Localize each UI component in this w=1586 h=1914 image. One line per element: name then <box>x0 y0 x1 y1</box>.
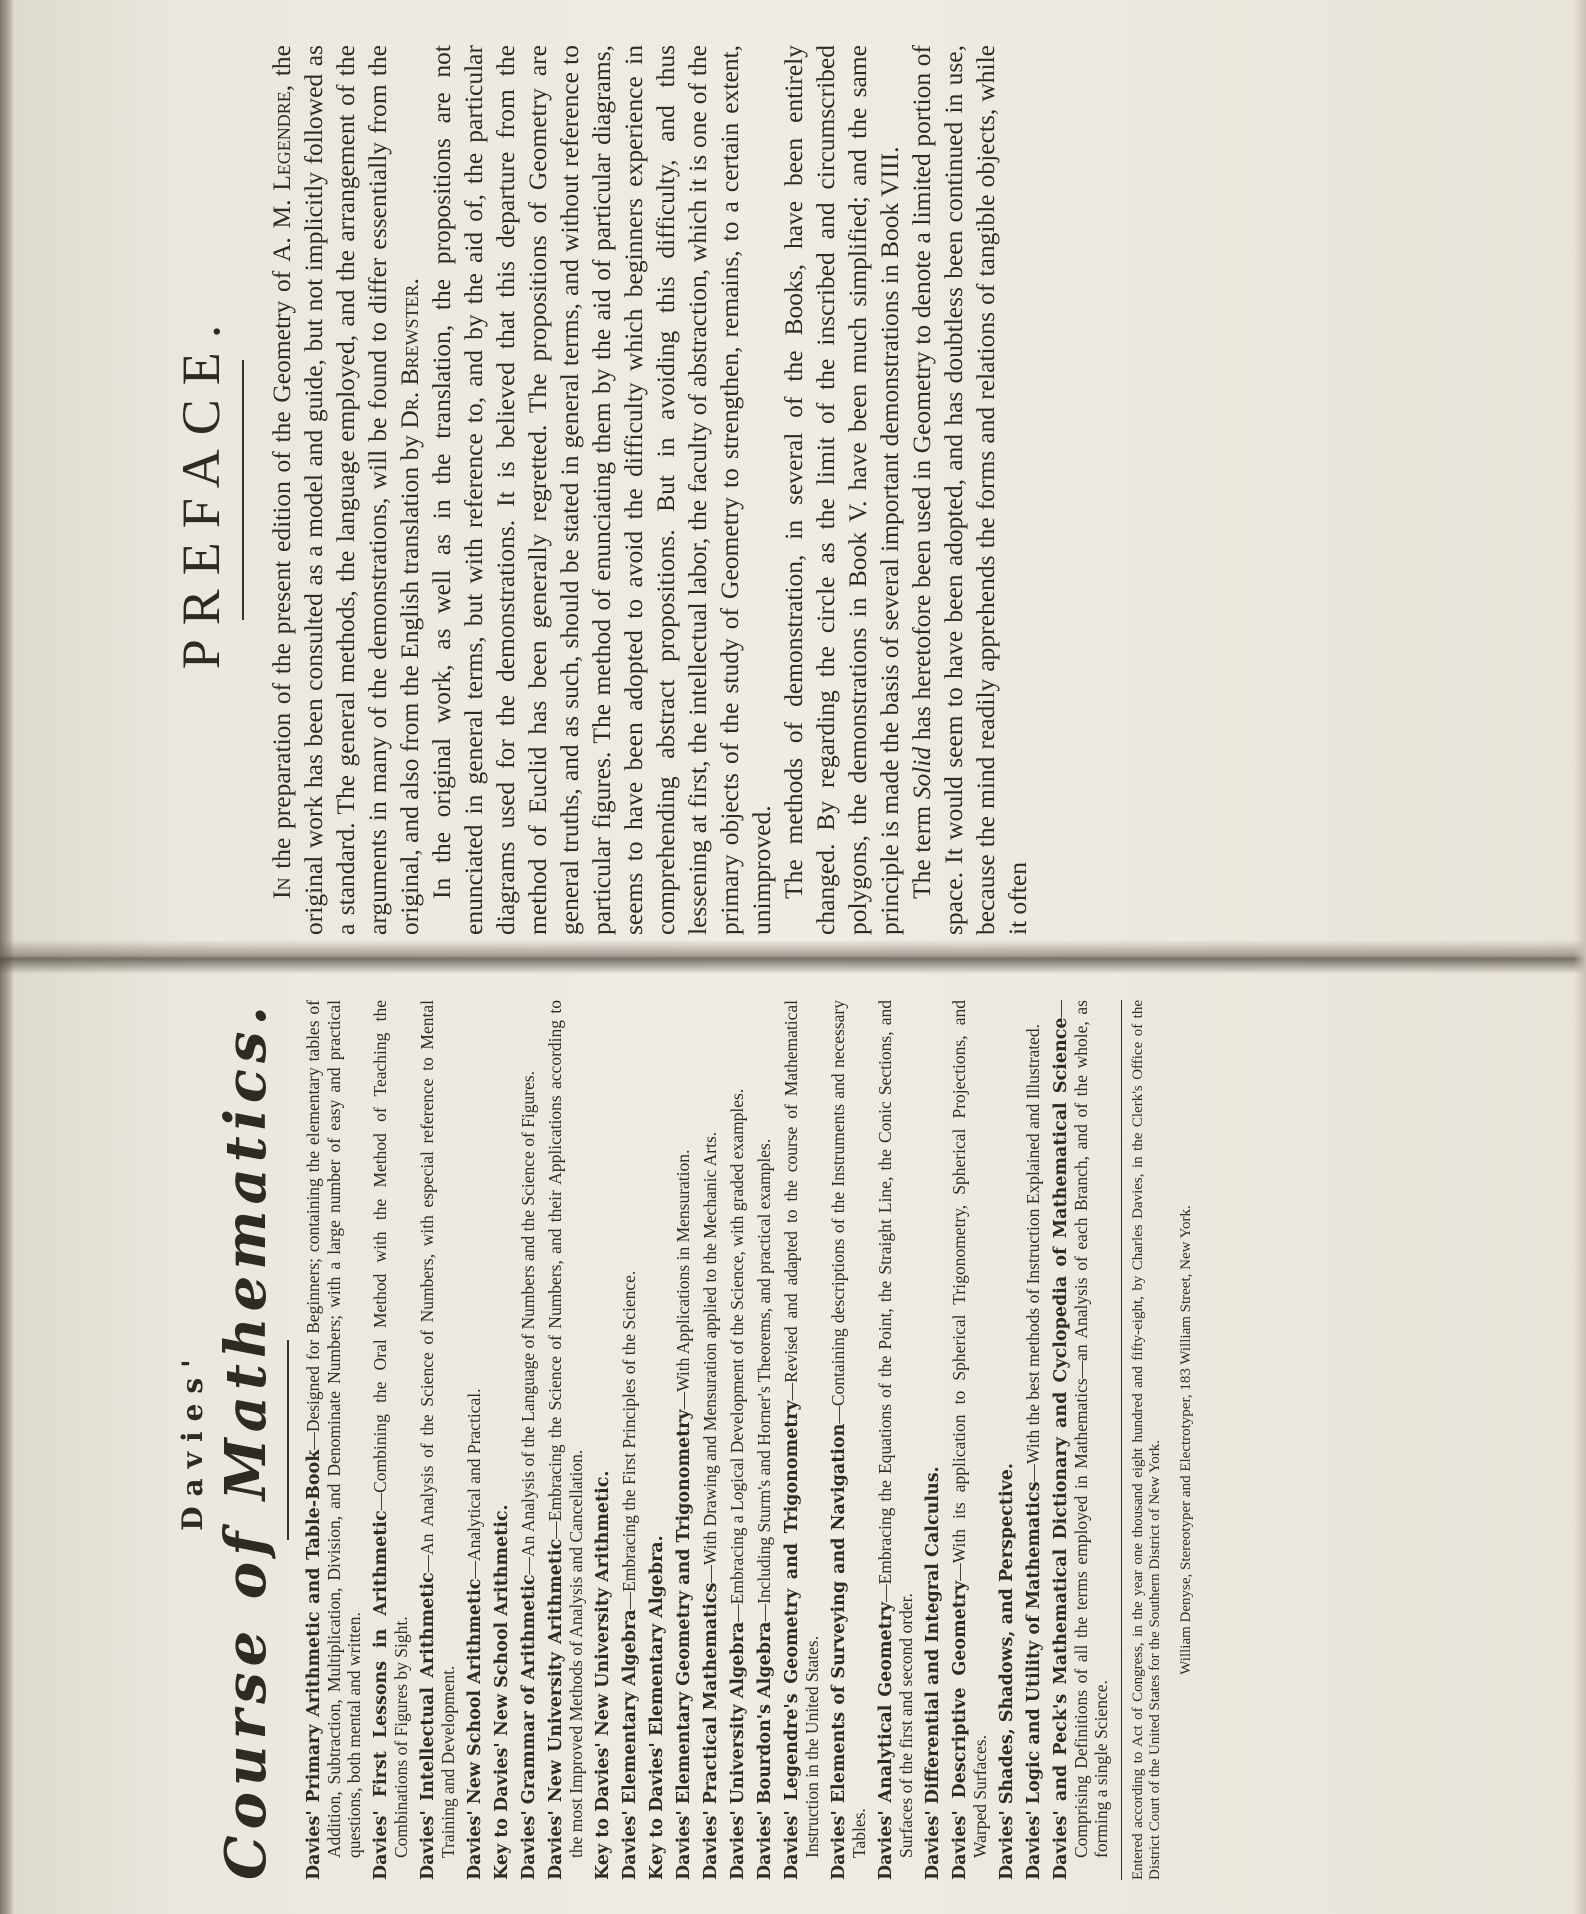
book-title: Davies' Differential and Integral Calculus. <box>923 1466 943 1880</box>
book-list <box>303 1000 1111 1880</box>
book-description: —With its application to Spherical Trigonometry, Spherical Projections, and Warped Surfaces. <box>949 1000 990 1858</box>
book-list-item <box>1050 1000 1111 1880</box>
book-list-item <box>727 1000 748 1880</box>
book-title: Davies' Grammar of Arithmetic <box>519 1574 539 1880</box>
book-description: —An Analysis of the Language of Numbers and the Science of Figures. <box>518 1070 538 1575</box>
book-list-item <box>592 1000 613 1880</box>
book-list-item <box>491 1000 512 1880</box>
copyright-notice: Entered according to Act of Congress, in the year one thousand eight hundred and fifty-eight, by Charles Davies, in the Clerk's Office of the District Court of the United States for the Southern District of New York. <box>1130 1000 1163 1880</box>
book-list-item <box>417 1000 458 1880</box>
text-run: The term <box>907 799 936 899</box>
book-description: —Comprising Definitions of all the terms employed in Mathematics—an Analysis of each Branch, and of the whole, as forming a single Science. <box>1050 1000 1111 1858</box>
book-description: —Designed for Beginners; containing the elementary tables of Addition, Subtraction, Multiplication, Division, and Denominate Numbers; with a large number of easy and practical questions, both mental and written. <box>303 999 364 1858</box>
book-title: Key to Davies' Elementary Algebra. <box>647 1535 667 1880</box>
author-name: A. M. Legendre <box>267 91 296 263</box>
book-description: —Embracing the Science of Numbers, and their Applications according to the most Improved Methods of Analysis and Cancellation. <box>545 1000 586 1858</box>
book-title: Davies' Logic and Utility of Mathematics <box>1024 1481 1044 1880</box>
book-list-item <box>545 1000 586 1880</box>
book-list-item <box>303 1000 364 1880</box>
divider <box>1121 1000 1122 1880</box>
book-list-item <box>949 1000 990 1880</box>
book-description: —Embracing the Equations of the Point, the Straight Line, the Conic Sections, and Surfaces of the first and second order. <box>875 1000 916 1858</box>
book-list-item <box>875 1000 916 1880</box>
book-description: —Containing descriptions of the Instruments and necessary Tables. <box>828 1000 869 1858</box>
book-description: —An Analysis of the Science of Numbers, with especial reference to Mental Training and Development. <box>417 1000 458 1858</box>
book-title: Davies' Analytical Geometry <box>876 1601 896 1880</box>
book-list-item <box>464 1000 485 1880</box>
page-edge <box>1574 0 1586 1914</box>
book-list-item <box>781 1000 822 1880</box>
catalog-title: Course of Mathematics. <box>213 999 279 1880</box>
book-list-item <box>646 1000 667 1880</box>
book-title: Davies' Elementary Algebra <box>620 1609 640 1880</box>
italic-term: Solid <box>907 746 936 800</box>
book-list-item <box>673 1000 694 1880</box>
book-description: —With Applications in Mensuration. <box>673 1149 693 1410</box>
book-description: —Including Sturm's and Horner's Theorems, and practical examples. <box>754 1138 774 1622</box>
book-title: Davies' Legendre's Geometry and Trigonometry <box>782 1400 802 1880</box>
text-run: the preparation of the present edition of the Geometry of <box>267 262 296 878</box>
drop-word: In <box>267 877 296 899</box>
book-title: Davies' Bourdon's Algebra <box>755 1621 775 1880</box>
preface-paragraph-4 <box>906 45 1034 935</box>
book-list-item <box>518 1000 539 1880</box>
book-list-item <box>922 1000 943 1880</box>
book-title: Davies' and Peck's Mathematical Dictionary and Cyclopedia of Mathematical Science <box>1051 1017 1071 1880</box>
text-run: has heretofore been used in Geometry to denote a limited portion of space. It would seem to have been adopted, and has doubtless been continued in use, because the mind readily apprehends the forms and relations of tangible objects, while it often <box>907 45 1032 935</box>
translator-name: Dr. Brewster <box>395 284 424 429</box>
book-description: —Embracing the First Principles of the Science. <box>619 1270 639 1610</box>
book-title: Davies' Primary Arithmetic and Table-Book <box>304 1449 324 1880</box>
book-title: Davies' Elementary Geometry and Trigonometry <box>674 1409 694 1880</box>
book-description: —Revised and adapted to the course of Mathematical Instruction in the United States. <box>781 1000 822 1858</box>
book-title: Davies' Shades, Shadows, and Perspective. <box>997 1462 1017 1880</box>
book-list-item <box>370 1000 411 1880</box>
book-title: Davies' University Algebra <box>728 1621 748 1880</box>
preface-page <box>150 45 1470 935</box>
book-description: —With Drawing and Mensuration applied to the Mechanic Arts. <box>700 1131 720 1583</box>
preface-paragraph-1 <box>266 45 426 935</box>
text-run: . <box>395 278 424 285</box>
book-title: Davies' Practical Mathematics <box>701 1582 721 1880</box>
book-description: —Combining the Oral Method with the Method of Teaching the Combinations of Figures by Sight. <box>370 1000 411 1858</box>
book-list-item <box>619 1000 640 1880</box>
book-title: Davies' New School Arithmetic <box>465 1578 485 1880</box>
book-description: —With the best methods of Instruction Explained and Illustrated. <box>1023 1023 1043 1482</box>
book-title: Key to Davies' New University Arithmetic. <box>593 1470 613 1880</box>
title-rule <box>287 1340 289 1540</box>
book-list-item <box>1023 1000 1044 1880</box>
book-title: Davies' First Lessons in Arithmetic <box>371 1510 391 1880</box>
book-list-item <box>996 1000 1017 1880</box>
book-list-item <box>700 1000 721 1880</box>
book-description: —Analytical and Practical. <box>464 1388 484 1579</box>
preface-paragraph-2: In the original work, as well as in the translation, the propositions are not enunciated in general terms, but with reference to, and by the aid of, the particular diagrams used for the demonstrations. It is believed that this departure from the method of Euclid has been generally regretted. The propositions of Geometry are general truths, and as such, should be stated in general terms, and without reference to particular figures. The method of enunciating them by the aid of particular diagrams, seems to have been adopted to avoid the difficulty which beginners experience in comprehending abstract propositions. But in avoiding this difficulty, and thus lessening at first, the intellectual labor, the faculty of abstraction, which it is one of the primary objects of the study of Geometry to strengthen, remains, to a certain extent, unimproved. <box>427 45 776 935</box>
preface-title: PREFACE. <box>171 310 231 670</box>
text-run: , the original work has been consulted as a model and guide, but not implicitly followed as a standard. The general methods, the language employed, and the arrangement of the arguments in many of the demonstrations, will be found to differ essentially from the original, and also from the English translation by <box>267 45 424 935</box>
book-title: Davies' New University Arithmetic <box>546 1538 566 1880</box>
book-list-item <box>828 1000 869 1880</box>
book-description: —Embracing a Logical Development of the Science, with graded examples. <box>727 1088 747 1622</box>
book-title: Davies' Elements of Surveying and Navigation <box>829 1423 849 1880</box>
page-gutter <box>0 940 1586 974</box>
printer-imprint: William Denyse, Stereotyper and Electrotyper, 183 William Street, New York. <box>1178 1205 1194 1675</box>
catalog-page <box>170 1000 1470 1880</box>
book-title: Key to Davies' New School Arithmetic. <box>492 1504 512 1880</box>
book-title: Davies' Descriptive Geometry <box>950 1580 970 1880</box>
title-rule <box>242 360 244 620</box>
book-list-item <box>754 1000 775 1880</box>
book-title: Davies' Intellectual Arithmetic <box>418 1572 438 1880</box>
preface-paragraph-3: The methods of demonstration, in several of the Books, have been entirely changed. By regarding the circle as the limit of the inscribed and circumscribed polygons, the demonstrations in Book V. have been much simplified; and the same principle is made the basis of several important demonstrations in Book VIII. <box>779 45 904 935</box>
series-name: Davies' <box>176 1349 209 1531</box>
preface-body <box>266 45 1034 935</box>
